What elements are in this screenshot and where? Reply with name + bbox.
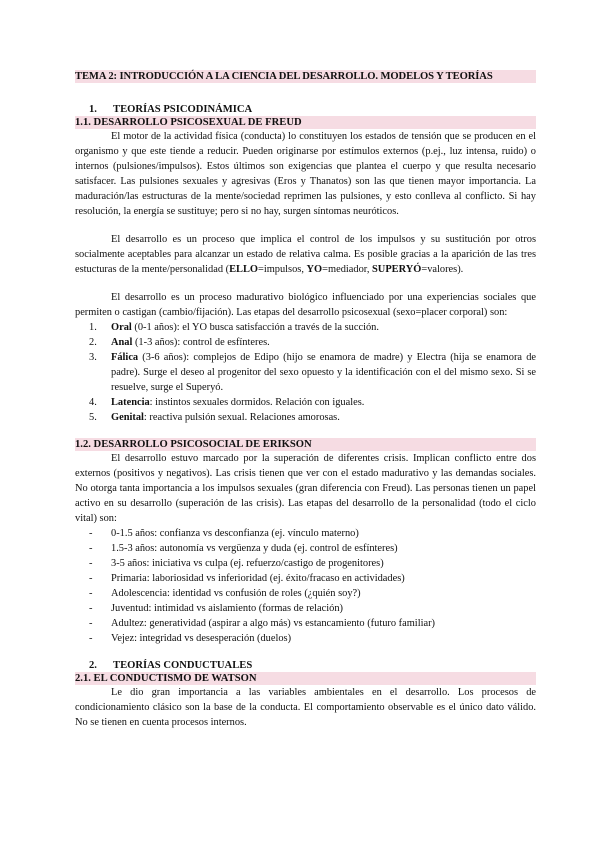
erikson-stages-list [75,526,536,646]
list-item: 4. Latencia: instintos sexuales dormidos. Relación con iguales. [89,397,365,408]
list-item: - Vejez: integridad vs desesperación (duelos) [89,633,292,644]
paragraph-freud-2: El desarrollo es un proceso que implica el control de los impulsos y su sustitución por otros socialmente aceptables para alcanzar un estado de relativa calma. Es posible gracias a la aparición de las tres estucturas de la mente/personalidad (ELLO=impulsos, YO=mediador, SUPERYÓ=valores). [75,234,536,275]
section-number: 1. [89,104,97,115]
subsection-heading-freud: 1.1. DESARROLLO PSICOSEXUAL DE FREUD [75,116,536,129]
section-heading-2 [75,659,536,672]
subsection-heading-watson: 2.1. EL CONDUCTISMO DE WATSON [75,672,536,685]
list-item: - 0-1.5 años: confianza vs desconfianza (ej. vínculo materno) [89,528,359,539]
list-item: 2. Anal (1-3 años): control de esfínteres. [89,337,270,348]
list-item: - 1.5-3 años: autonomía vs vergüenza y duda (ej. control de esfínteres) [89,543,398,554]
list-item: 1. Oral (0-1 años): el YO busca satisfacción a través de la succión. [89,322,379,333]
paragraph-freud-1: El motor de la actividad física (conducta) lo constituyen los estados de tensión que se producen en el organismo y que este tiende a reducir. Pueden originarse por estímulos externos (p.ej., luz intensa, ruido) o internos (pulsiones/impulsos). Estos últimos son exigencias que plantea el cuerpo y que resulta necesario satisfacer. Las pulsiones sexuales y agresivas (Eros y Thanatos) son las que tienen mayor importancia. La maduración/las estructuras de la mente/sociedad reprimen las pulsiones, y esto conlleva al conflicto. Si hay resolución, la energía se sustituye; pero si no hay, surgen síntomas neuróticos. [75,131,536,217]
list-item: - Primaria: laboriosidad vs inferioridad (ej. éxito/fracaso en actividades) [89,573,405,584]
document-title: TEMA 2: INTRODUCCIÓN A LA CIENCIA DEL DESARROLLO. MODELOS Y TEORÍAS [75,70,536,83]
subsection-heading-erikson: 1.2. DESARROLLO PSICOSOCIAL DE ERIKSON [75,438,536,451]
list-item: - Adultez: generatividad (aspirar a algo más) vs estancamiento (futuro familiar) [89,618,436,629]
paragraph-freud-3: El desarrollo es un proceso madurativo biológico influenciado por una experiencias sociales que permiten o castigan (cambio/fijación). Las etapas del desarrollo psicosexual (sexo=placer corporal) son: [75,292,536,318]
paragraph-watson-1: Le dio gran importancia a las variables ambientales en el desarrollo. Los procesos de condicionamiento clásico son la base de la conducta. El comportamiento observable es el único dato válido. No se tienen en cuenta procesos internos. [75,687,536,728]
freud-stages-list [75,320,536,425]
paragraph-erikson-1: El desarrollo estuvo marcado por la superación de diferentes crisis. Implican conflicto entre dos externos (positivos y negativos). Las crisis tienen que ver con el estado madurativo y las demandas sociales. No otorga tanta importancia a los impulsos sexuales (gran diferencia con Freud). Las personas tienen un papel activo en su desarrollo (superación de las crisis). Las etapas del desarrollo de la personalidad (todo el ciclo vital) son: [75,453,536,524]
section-title: TEORÍAS CONDUCTUALES [113,660,253,671]
list-item: 5. Genital: reactiva pulsión sexual. Relaciones amorosas. [89,412,340,423]
list-item: - Adolescencia: identidad vs confusión de roles (¿quién soy?) [89,588,361,599]
list-item: - 3-5 años: iniciativa vs culpa (ej. refuerzo/castigo de progenitores) [89,558,384,569]
list-item: 3. Fálica (3-6 años): complejos de Edipo (hijo se enamora de madre) y Electra (hija se enamora de padre). Surge el deseo al progenitor del sexo opuesto y la identificación con el del mismo sexo. Si se resuelve, surge el Superyó. [89,352,536,393]
list-item: - Juventud: intimidad vs aislamiento (formas de relación) [89,603,343,614]
section-heading-1 [75,103,536,116]
section-number: 2. [89,660,97,671]
section-title: TEORÍAS PSICODINÁMICA [113,104,253,115]
